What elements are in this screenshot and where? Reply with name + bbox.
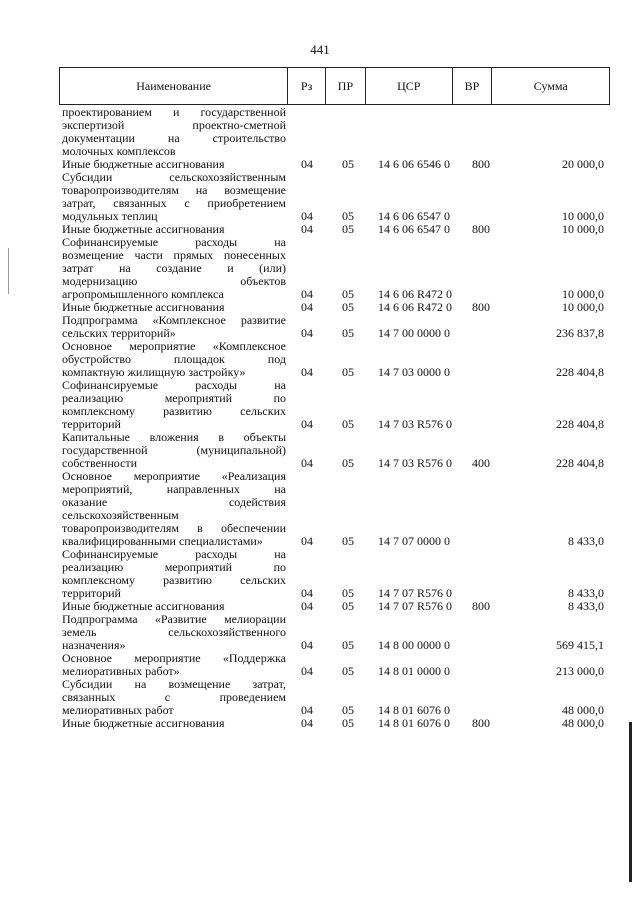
row-name-line: компактную жилищную застройку»: [62, 365, 246, 379]
row-name: [62, 678, 286, 717]
row-sum: 10 000,0: [562, 300, 604, 314]
row-name: [62, 379, 286, 431]
row-name-line: товаропроизводителям в обеспечении: [62, 521, 286, 535]
table-header: [59, 67, 610, 105]
row-rz: 04: [301, 417, 313, 431]
row-name-line: Основное мероприятие «Поддержка: [62, 651, 286, 665]
table-row: [62, 470, 607, 548]
row-pr: 05: [342, 287, 354, 301]
row-pr: 05: [342, 157, 354, 171]
row-name-line: экспертизой проектно-сметной: [62, 118, 286, 132]
row-vr: 800: [472, 716, 490, 730]
row-name-line: Основное мероприятие «Реализация: [62, 469, 286, 483]
row-pr: 05: [342, 716, 354, 730]
row-name: [62, 106, 286, 158]
table-row: [62, 548, 607, 600]
table-row: [62, 717, 607, 730]
page-number: 441: [310, 42, 330, 57]
row-name-line: Основное мероприятие «Комплексное: [62, 339, 286, 353]
row-name-line: затрат на создание и (или): [62, 261, 286, 275]
row-pr: 05: [342, 586, 354, 600]
row-name-line: реализацию мероприятий по: [62, 391, 286, 405]
row-pr: 05: [342, 664, 354, 678]
row-name-line: Иные бюджетные ассигнования: [62, 599, 225, 613]
table-body: [62, 106, 607, 730]
scan-edge-bar: [629, 722, 632, 882]
row-name-line: Иные бюджетные ассигнования: [62, 222, 225, 236]
row-csr: 14 7 07 0000 0: [378, 534, 450, 548]
table-row: [62, 106, 607, 158]
row-sum: 228 404,8: [556, 365, 604, 379]
header-pr: ПР: [326, 68, 366, 104]
row-rz: 04: [301, 456, 313, 470]
row-vr: 400: [472, 456, 490, 470]
header-rz: Рз: [288, 68, 326, 104]
row-sum: 213 000,0: [556, 664, 604, 678]
table-row: [62, 171, 607, 223]
row-name-line: Софинансируемые расходы на: [62, 547, 286, 561]
row-name-line: комплексному развитию сельских: [62, 573, 286, 587]
row-name-line: собственности: [62, 456, 138, 470]
row-name-line: оказание содействия: [62, 495, 286, 509]
row-rz: 04: [301, 365, 313, 379]
row-rz: 04: [301, 287, 313, 301]
row-name-line: агропромышленного комплекса: [62, 287, 224, 301]
row-name-line: обустройство площадок под: [62, 352, 286, 366]
row-name-line: мелиоративных работ: [62, 703, 174, 717]
row-name-line: назначения»: [62, 638, 126, 652]
row-name: [62, 613, 286, 652]
row-sum: 228 404,8: [556, 417, 604, 431]
row-pr: 05: [342, 417, 354, 431]
row-name: [62, 236, 286, 301]
row-pr: 05: [342, 326, 354, 340]
row-name-line: связанных с проведением: [62, 690, 286, 704]
row-rz: 04: [301, 664, 313, 678]
table-row: [62, 678, 607, 717]
row-csr: 14 8 01 0000 0: [378, 664, 450, 678]
row-name-line: сельских территорий»: [62, 326, 176, 340]
row-rz: 04: [301, 209, 313, 223]
row-vr: 800: [472, 599, 490, 613]
header-sum: Сумма: [533, 78, 568, 93]
row-pr: 05: [342, 365, 354, 379]
row-name-line: Субсидии на возмещение затрат,: [62, 677, 286, 691]
row-name-line: Подпрограмма «Комплексное развитие: [62, 313, 286, 327]
row-name-line: модернизацию объектов: [62, 274, 286, 288]
row-rz: 04: [301, 599, 313, 613]
table-row: [62, 613, 607, 652]
row-sum: 8 433,0: [568, 586, 604, 600]
row-name-line: Подпрограмма «Развитие мелиорации: [62, 612, 286, 626]
header-vr: ВР: [453, 68, 493, 104]
row-name: [62, 548, 286, 600]
row-rz: 04: [301, 534, 313, 548]
row-pr: 05: [342, 300, 354, 314]
row-name-line: Иные бюджетные ассигнования: [62, 157, 225, 171]
row-rz: 04: [301, 716, 313, 730]
row-sum: 236 837,8: [556, 326, 604, 340]
row-sum: 10 000,0: [562, 222, 604, 236]
row-pr: 05: [342, 456, 354, 470]
row-pr: 05: [342, 703, 354, 717]
row-name-line: Софинансируемые расходы на: [62, 235, 286, 249]
row-pr: 05: [342, 638, 354, 652]
row-name: [62, 431, 286, 470]
row-csr: 14 6 06 6547 0: [378, 222, 450, 236]
row-name-line: территорий: [62, 586, 121, 600]
row-rz: 04: [301, 638, 313, 652]
row-sum: 8 433,0: [568, 534, 604, 548]
row-name: [62, 652, 286, 678]
row-pr: 05: [342, 599, 354, 613]
row-name-line: сельскохозяйственным: [62, 508, 179, 522]
row-name: [62, 171, 286, 223]
row-name: [62, 470, 286, 548]
row-name-line: возмещение части прямых понесенных: [62, 248, 286, 262]
table-row: [62, 340, 607, 379]
row-name-line: модульных теплиц: [62, 209, 158, 223]
row-sum: 10 000,0: [562, 209, 604, 223]
row-name: [62, 717, 286, 730]
row-name-line: реализацию мероприятий по: [62, 560, 286, 574]
row-csr: 14 7 03 R576 0: [378, 417, 453, 431]
table-row: [62, 431, 607, 470]
table-row: [62, 236, 607, 301]
row-rz: 04: [301, 157, 313, 171]
row-pr: 05: [342, 222, 354, 236]
row-pr: 05: [342, 209, 354, 223]
row-rz: 04: [301, 326, 313, 340]
row-name-line: комплексному развитию сельских: [62, 404, 286, 418]
row-pr: 05: [342, 534, 354, 548]
row-sum: 10 000,0: [562, 287, 604, 301]
row-name-line: территорий: [62, 417, 121, 431]
row-name-line: затрат, связанных с приобретением: [62, 196, 286, 210]
row-name-line: государственной (муниципальной): [62, 443, 286, 457]
row-rz: 04: [301, 703, 313, 717]
row-name-line: Иные бюджетные ассигнования: [62, 716, 225, 730]
row-rz: 04: [301, 586, 313, 600]
row-sum: 228 404,8: [556, 456, 604, 470]
row-name: [62, 314, 286, 340]
row-name-line: товаропроизводителям на возмещение: [62, 183, 286, 197]
row-sum: 48 000,0: [562, 716, 604, 730]
row-csr: 14 6 06 6547 0: [378, 209, 450, 223]
row-name-line: Капитальные вложения в объекты: [62, 430, 286, 444]
row-csr: 14 8 01 6076 0: [378, 716, 450, 730]
row-csr: 14 6 06 R472 0: [378, 300, 453, 314]
table-row: [62, 379, 607, 431]
table-row: [62, 652, 607, 678]
row-name-line: Субсидии сельскохозяйственным: [62, 170, 286, 184]
row-name-line: Софинансируемые расходы на: [62, 378, 286, 392]
row-name-line: мелиоративных работ»: [62, 664, 180, 678]
row-sum: 569 415,1: [556, 638, 604, 652]
table-row: [62, 314, 607, 340]
row-rz: 04: [301, 300, 313, 314]
row-vr: 800: [472, 300, 490, 314]
row-sum: 48 000,0: [562, 703, 604, 717]
row-name: [62, 340, 286, 379]
row-sum: 8 433,0: [568, 599, 604, 613]
row-name-line: проектированием и государственной: [62, 105, 286, 119]
row-csr: 14 6 06 R472 0: [378, 287, 453, 301]
row-csr: 14 7 03 0000 0: [378, 365, 450, 379]
row-vr: 800: [472, 222, 490, 236]
row-csr: 14 6 06 6546 0: [378, 157, 450, 171]
header-name: Наименование: [60, 68, 288, 104]
row-csr: 14 7 00 0000 0: [378, 326, 450, 340]
row-csr: 14 7 03 R576 0: [378, 456, 453, 470]
row-name-line: квалифицированными специалистами»: [62, 534, 263, 548]
row-csr: 14 7 07 R576 0: [378, 586, 453, 600]
row-name-line: документации на строительство: [62, 131, 286, 145]
row-name-line: мероприятий, направленных на: [62, 482, 286, 496]
row-name-line: молочных комплексов: [62, 144, 176, 158]
row-csr: 14 8 01 6076 0: [378, 703, 450, 717]
scan-mark: [8, 248, 9, 294]
row-csr: 14 7 07 R576 0: [378, 599, 453, 613]
row-rz: 04: [301, 222, 313, 236]
row-name-line: земель сельскохозяйственного: [62, 625, 286, 639]
header-csr: ЦСР: [366, 68, 453, 104]
row-csr: 14 8 00 0000 0: [378, 638, 450, 652]
row-sum: 20 000,0: [562, 157, 604, 171]
row-name-line: Иные бюджетные ассигнования: [62, 300, 225, 314]
row-vr: 800: [472, 157, 490, 171]
